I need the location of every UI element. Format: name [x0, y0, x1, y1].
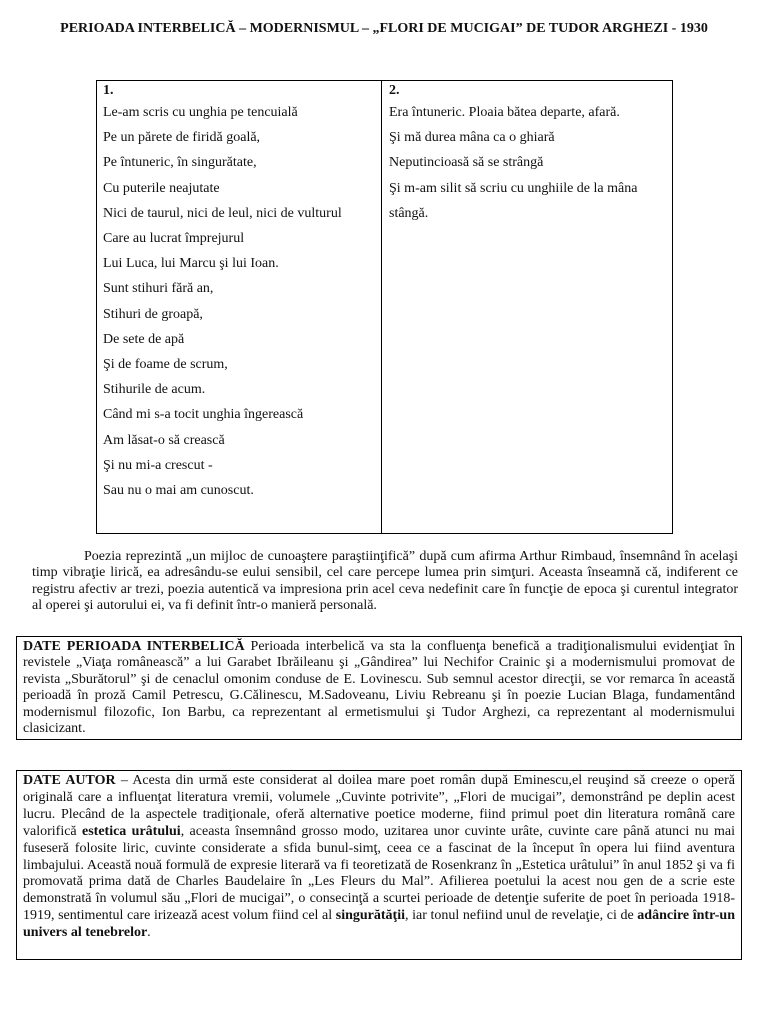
poem-1-lines: [103, 100, 379, 503]
poem-line: Şi m-am silit să scriu cu unghiile de la mâna stângă.: [389, 180, 638, 221]
author-text-2: , aceasta însemnând grosso modo, uzitarea unor cuvinte urâte, cuvinte care până atunci nu mai fuseseră folosite liric, cuvinte considerate a sfida bunul-simţ, ceea ce a fascinat de la început în opera lui fiind aventura limbajului. Această nouă formulă de expresie literară va fi teoretizată de Rosenkranz în „Estetica urâtului” în anul 1852 şi va fi promovată prima dată de Charles Baudelaire în „Les Fleurs du Mal”. Afilierea poetului la acest nou gen de a scrie este demonstrată în volumul său „Flori de mucigai”, o consecinţă a scurtei perioade de detenţie suferite de poet în perioada 1918-1919, sentimentul care irizează acest volum fiind cel al: [23, 823, 735, 924]
poem-2-lines: [389, 100, 671, 226]
author-info-box: [16, 770, 742, 960]
poem-line: Pe întuneric, în singurătate,: [103, 155, 257, 171]
period-heading: DATE PERIOADA INTERBELICĂ: [23, 639, 245, 654]
table-divider: [381, 81, 382, 533]
page-title: PERIOADA INTERBELICĂ – MODERNISMUL – „FLORI DE MUCIGAI” DE TUDOR ARGHEZI - 1930: [60, 21, 708, 36]
poem-2-number: 2.: [389, 83, 400, 98]
poem-line: Sunt stihuri fără an,: [103, 281, 214, 297]
author-heading: DATE AUTOR: [23, 773, 116, 788]
poems-table: [96, 80, 673, 534]
author-text-4: .: [147, 925, 151, 941]
author-bold-1: estetica urâtului: [82, 823, 181, 839]
poem-line: Le-am scris cu unghia pe tencuială: [103, 105, 298, 120]
author-text-3: , iar tonul nefiind unul de revelaţie, ci de: [404, 908, 638, 924]
author-bold-2: singurătăţii: [335, 908, 405, 924]
intro-paragraph: Poezia reprezintă „un mijloc de cunoaştere paraştiinţifică” după cum afirma Arthur Rimbaud, însemnând în acelaşi timp vibraţie lirică, ea adresându-se eului sensibil, cel care percepe lumea prin simţuri. Aceasta înseamnă că, indiferent ce registru afectiv ar trezi, poezia autentică va impresiona prin acel ceva nedefinit care în funcţie de epoca şi curentul integrator al operei şi autorului ei, va fi definit într-o manieră personală.: [32, 549, 738, 613]
poem-1-column: [103, 81, 379, 503]
poem-2-column: [389, 81, 671, 226]
poem-line: Am lăsat-o să crească: [103, 432, 225, 448]
poem-line: Nici de taurul, nici de leul, nici de vulturul: [103, 205, 342, 221]
period-text: Perioada interbelică va sta la confluenţa benefică a tradiţionalismului evidenţiat în revistele „Viaţa românească” a lui Garabet Ibrăileanu şi „Gândirea” lui Nechifor Crainic şi a modernismului promovat de revista „Sburătorul” şi de cenaclul omonim conduse de E. Lovinescu. Sub semnul acestor direcţii, se vor remarca în această perioadă în proză Camil Petrescu, G.Călinescu, M.Sadoveanu, Liviu Rebreanu şi în poezie Lucian Blaga, fundamentând modernismul filozofic, Ion Barbu, ca reprezentant al ermetismului şi Tudor Arghezi, ca reprezentant al modernismului clasicizant.: [23, 639, 736, 737]
poem-line: Sau nu o mai am cunoscut.: [103, 483, 254, 499]
poem-line: Stihurile de acum.: [103, 382, 206, 398]
poem-line: Era întuneric. Ploaia bătea departe, afară.: [389, 105, 620, 120]
poem-line: De sete de apă: [103, 331, 185, 347]
poem-line: Lui Luca, lui Marcu şi lui Ioan.: [103, 256, 279, 272]
poem-line: Şi mă durea mâna ca o ghiară: [389, 130, 555, 146]
poem-line: Şi de foame de scrum,: [103, 357, 228, 373]
poem-1-number: 1.: [103, 83, 114, 98]
author-text-1: – Acesta din urmă este considerat al doilea mare poet român după Eminescu,el reuşind să creeze o operă originală care a influenţat literatura vremii, volumele „Cuvinte potrivite”, „Flori de mucigai”, demonstrând pe deplin acest lucru. Plecând de la aspectele tradiţionale, oferă alternative poetice moderne, fiind primul poet din literatura română care valorifică: [23, 773, 735, 839]
author-bold-3: adâncire într-un univers al tenebrelor: [23, 908, 736, 941]
poem-line: Neputincioasă să se strângă: [389, 155, 544, 171]
poem-line: Când mi s-a tocit unghia îngerească: [103, 407, 304, 423]
period-info-box: [16, 636, 742, 740]
poem-line: Pe un părete de firidă goală,: [103, 130, 261, 146]
poem-line: Cu puterile neajutate: [103, 180, 220, 196]
poem-line: Care au lucrat împrejurul: [103, 231, 245, 247]
poem-line: Stihuri de groapă,: [103, 306, 203, 322]
poem-line: Şi nu mi-a crescut -: [103, 457, 213, 473]
